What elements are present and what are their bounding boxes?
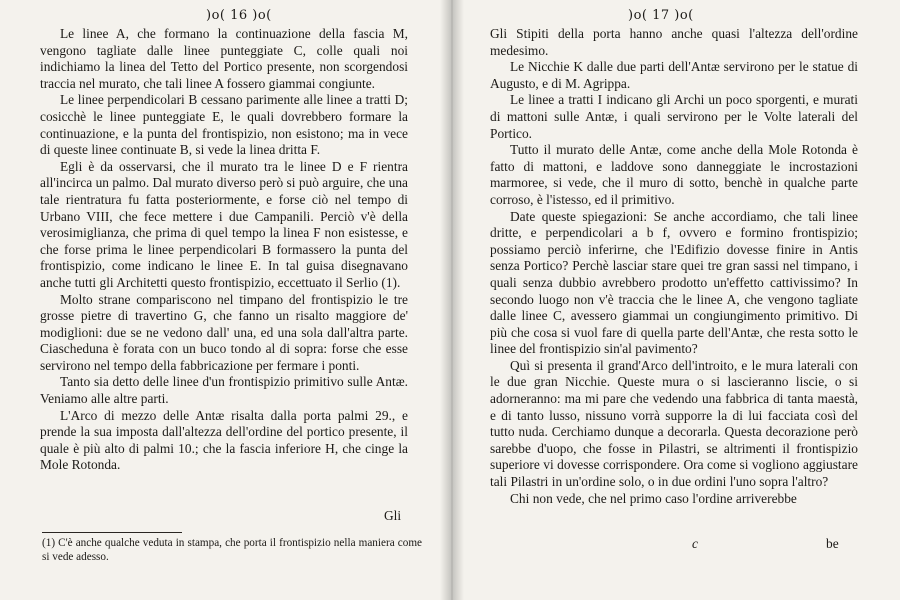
paragraph: Tanto sia detto delle linee d'un frontispizio primitivo sulle Antæ. Veniamo alle altre parti. [40,374,408,407]
paragraph: Le linee perpendicolari B cessano parimente alle linee a tratti D; cosicchè le linee punteggiate E, le quali dovrebbero formare la continuazione, e la punta del frontispizio, non esistono; ma in vece di queste linee continuate B, si vede la linea dritta F. [40,92,408,158]
paragraph: Le linee a tratti I indicano gli Archi un poco sporgenti, e murati di mattoni sulle Antæ, i quali servirono per le Volte laterali del Portico. [490,92,858,141]
signature-mark: c [692,536,698,551]
paragraph: L'Arco di mezzo delle Antæ risalta dalla porta palmi 29., e prende la sua imposta dall'altezza dell'ordine del portico presente, il quale è più alto di palmi 10.; che la fascia inferiore H, che cinge la Mole Rotonda. [40,407,408,473]
footnote: (1) C'è anche qualche veduta in stampa, che porta il frontispizio nella maniera come si vede adesso. [42,537,422,563]
paragraph: Quì si presenta il grand'Arco dell'introito, e le mura laterali con le due gran Nicchie. Queste mura o si lascieranno liscie, o si adorneranno: ma mi pare che vedendo una fabbrica di tanta maestà, e di tanto lusso, nissuno vorrà supporre la di lui facciata così del tutto nuda. Cerchiamo dunque a decorarla. Questa decorazione però sarebbe d'uopo, che fosse in Pilastri, se altrimenti il frontispizio superiore vi dovesse corrispondere. Ora come si vogliono aggiustare tali Pilastri in un'ordine solo, o in due ordini l'uno sopra l'altro? [490,357,858,490]
paragraph: Chi non vede, che nel primo caso l'ordine arriverebbe [510,490,797,506]
paragraph: Date queste spiegazioni: Se anche accordiamo, che tali linee dritte, e perpendicolari a b f, ovvero e formino frontispizio; possiamo perciò inferirne, che l'Edifizio dovesse finire in Antis senza Portico? Perchè lasciar stare quei tre gran sassi nel timpano, i quali senza dubbio avrebbero prodotto un'effetto cattivissimo? In secondo luogo non v'è traccia che le linee A, che vengono tagliate dalle linee C, avessero giammai un congiungimento primitivo. Di più che cosa si vuol fare di quella parte dell'Antæ, che resta sotto le linee del frontispizio sin'al pavimento? [490,208,858,357]
page-header: )o( 17 )o( [628,8,694,23]
catchword: be [826,536,839,551]
paragraph: Tutto il murato delle Antæ, come anche della Mole Rotonda è fatto di mattoni, e laddove sono danneggiate le incrostazioni marmoree, si vede, che il muro di sotto, benchè in qualche parte corroso, è l'istesso, ed il primitivo. [490,142,858,207]
book-gutter [440,0,464,600]
paragraph: Le Nicchie K dalle due parti dell'Antæ servirono per le statue di Augusto, e di M. Agrippa. [490,59,858,91]
catchword: Gli [384,508,402,523]
paragraph: Egli è da osservarsi, che il murato tra le linee D e F rientra all'incirca un palmo. Dal murato diverso però si può arguire, che una tale rientratura fu fatta posteriormente, e forse ciò nel tempo di Urbano VIII, che fece mettere i due Campanili. Perciò v'è della verosimiglianza, che prima di quel tempo la linea F non esistesse, e che forse prima le linee perpendicolari B formassero la punta del frontispizio, come indicano le linee E. In tal guisa disegnavano anche tutti gli Architetti questo frontispizio, eccettuato il Serlio (1). [40,158,408,290]
paragraph: Gli Stipiti della porta hanno anche quasi l'altezza dell'ordine medesimo. [490,26,858,58]
paragraph: Le linee A, che formano la continuazione della fascia M, vengono tagliate dalle linee punteggiate C, colle quali noi indichiamo la linea del Tetto del Portico presente, non scorgendosi traccia nel murato, che tali linee A fossero giammai congiunte. [40,26,408,91]
paragraph: Molto strane compariscono nel timpano del frontispizio le tre grosse pietre di travertino G, che fanno un risalto maggiore de' modiglioni: due se ne vedono dall' una, ed una sola dall'altra parte. Ciascheduna è forata con un buco tondo al di sopra: forse che esse servirono nel tempo della fabbricazione per fermare i ponti. [40,291,408,373]
text-column [40,26,408,474]
page-header: )o( 16 )o( [206,8,272,23]
footnote-rule [42,532,182,533]
text-column [490,26,858,507]
right-page [452,0,900,600]
